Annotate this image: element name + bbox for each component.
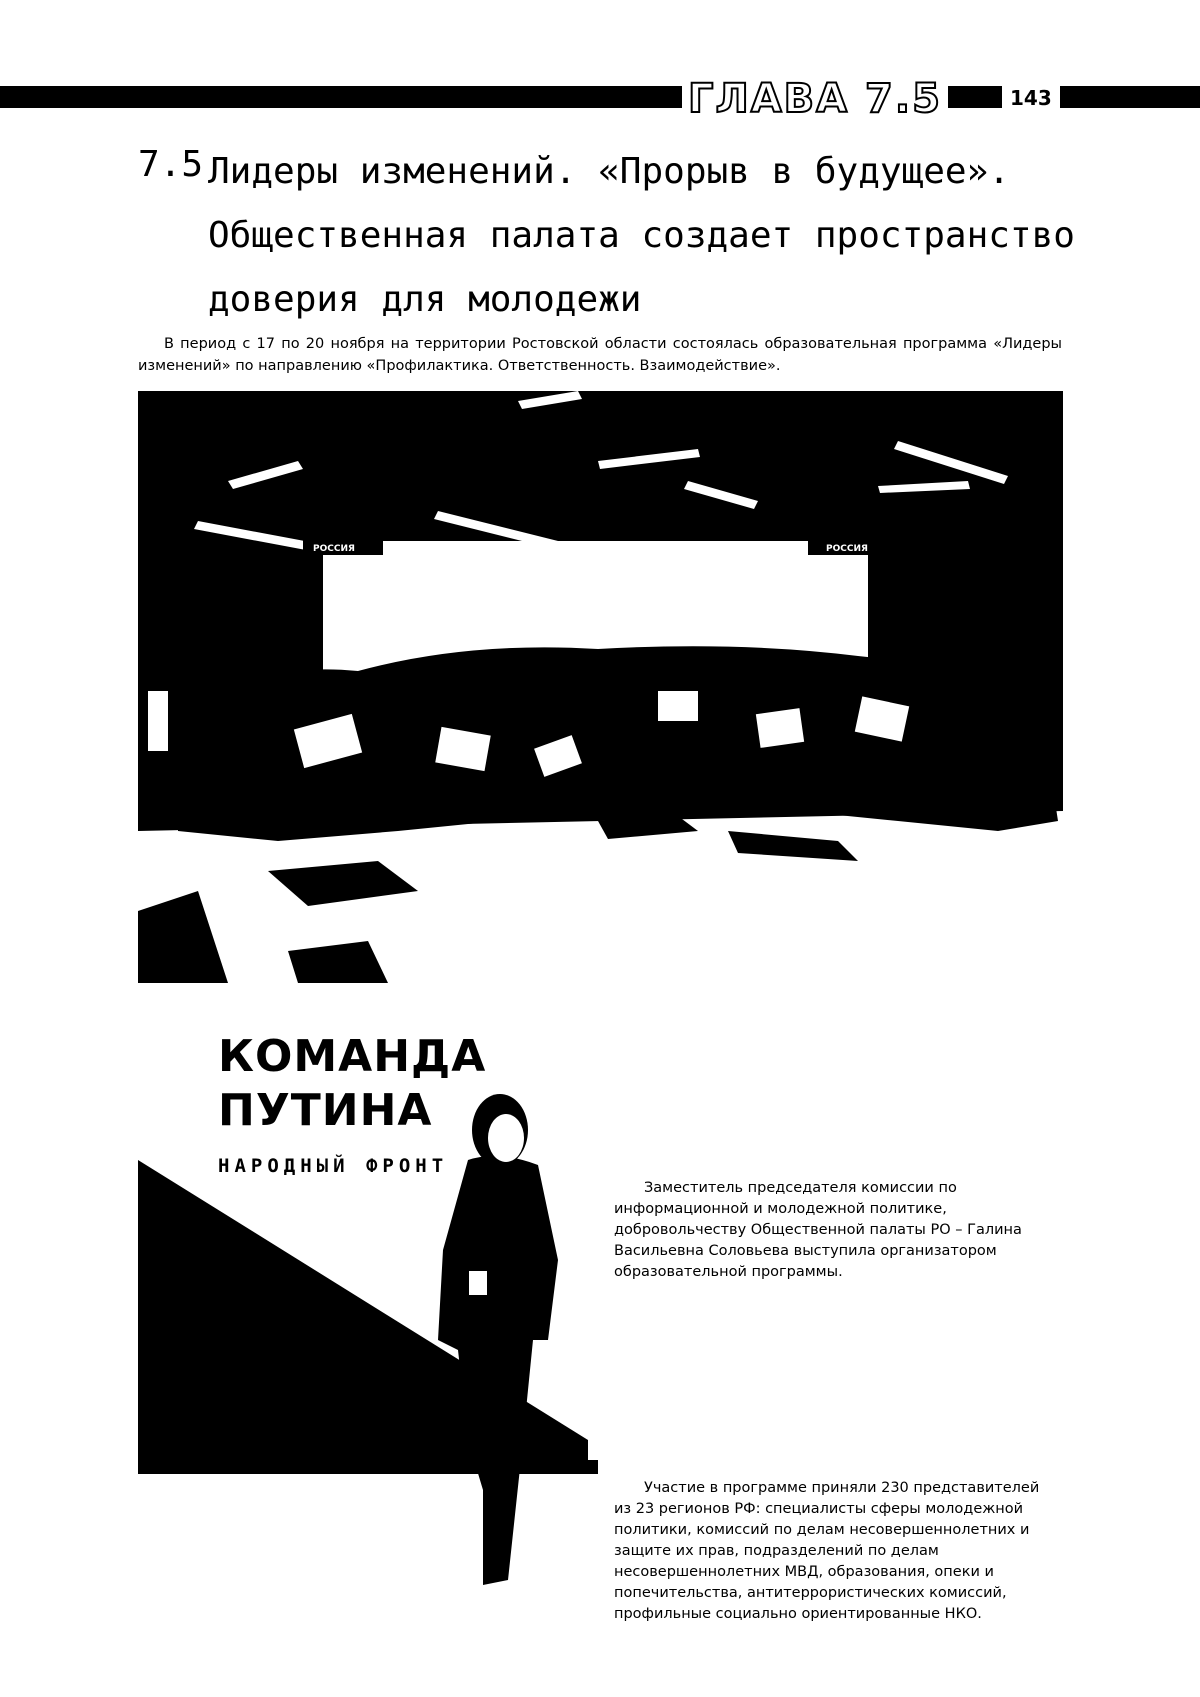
page-number: 143 <box>1002 84 1060 112</box>
brand-line2: ПУТИНА <box>218 1085 433 1136</box>
organizer-paragraph: Заместитель председателя комиссии по информационной и молодежной политике, добровольчеству Общественной палаты РО – Галина Васильевна Соловьева выступила организатором образовательной программы. <box>614 1180 1022 1280</box>
brand-subtitle: НАРОДНЫЙ ФРОНТ <box>218 1155 449 1177</box>
event-group-photo-art <box>138 391 1063 983</box>
participants-paragraph: Участие в программе приняли 230 представителей из 23 регионов РФ: специалисты сферы молодежной политики, комиссий по делам несовершеннолетних и защите их прав, подразделений по делам несовершеннолетних МВД, образования, опеки и попечительства, антитеррористических комиссий, профильные социально ориентированные НКО. <box>614 1480 1040 1622</box>
event-group-photo <box>138 391 1063 983</box>
banner-left: РОССИЯ <box>313 544 355 554</box>
chapter-label: ГЛАВА 7.5 <box>682 76 948 122</box>
intro-paragraph: В период с 17 по 20 ноября на территории Ростовской области состоялась образовательная программа «Лидеры изменений» по направлению «Профилактика. Ответственность. Взаимодействие». <box>138 336 1062 374</box>
banner-right: РОССИЯ <box>826 544 868 554</box>
brand-line1: КОМАНДА <box>218 1031 487 1082</box>
brand-title <box>218 1030 486 1138</box>
section-title: Лидеры изменений. «Прорыв в будущее». Общественная палата создает пространство доверия для молодежи <box>208 151 1075 320</box>
section-number: 7.5 <box>138 144 204 185</box>
